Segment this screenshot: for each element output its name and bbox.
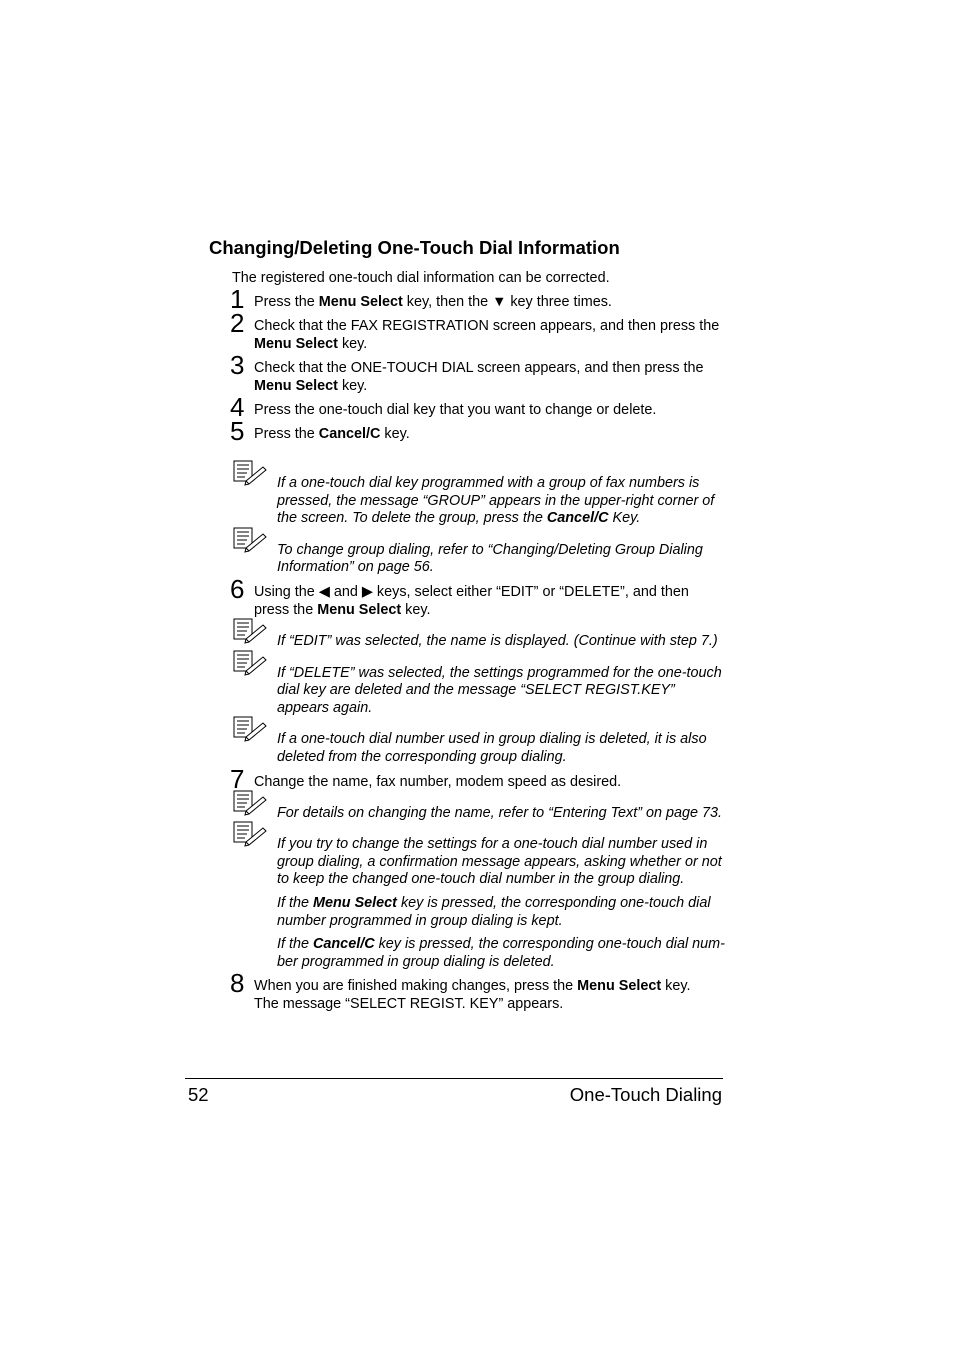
step-number: 4 [230,392,245,422]
key-name: Menu Select [313,894,397,911]
key-name: Menu Select [254,336,338,352]
key-name: Cancel/C [546,510,609,527]
key-name: Cancel/C [313,936,375,953]
key-name: Menu Select [318,294,403,310]
note-pencil-icon [233,527,267,553]
step-1: 1 Press the Menu Select key, then the ▼ key three times. [230,284,612,314]
note-3: If “EDIT” was selected, the name is displayed. (Continue with step 7.) [228,633,728,651]
note-4: If “DELETE” was selected, the settings programmed for the one-touch dial key are deleted and the message “SELECT REGIST.KEY” appears again. [228,665,728,718]
footer-section-title: One-Touch Dialing [569,1084,722,1105]
step-3: 3 Check that the ONE-TOUCH DIAL screen appears, and then press the Menu Select key. [230,350,704,394]
note-pencil-icon [233,821,267,847]
note-7: If you try to change the settings for a one-touch dial number used in group dialing, a confirmation message appears, asking whether or not to keep the changed one-touch dial number in the group dialing. If the Menu Select key is pressed, the corresponding one-touch dial number programmed in group dialing is kept. If the Cancel/C key is pressed, the corresponding one-touch dial num- ber programmed in group dialing is deleted. [228,836,728,971]
section-heading: Changing/Deleting One-Touch Dial Information [209,237,620,258]
step-number: 2 [230,308,245,338]
step-2: 2 Check that the FAX REGISTRATION screen appears, and then press the Menu Select key. [230,308,720,352]
step-5: 5 Press the Cancel/C key. [230,416,410,446]
step-4: 4 Press the one-touch dial key that you want to change or delete. [230,392,657,422]
note-pencil-icon [233,716,267,742]
step-8: 8 When you are finished making changes, press the Menu Select key. The message “SELECT REGIST. KEY” appears. [230,968,691,1013]
step-7: 7 Change the name, fax number, modem speed as desired. [230,763,622,794]
steps-content [228,284,728,1013]
key-name: Menu Select [577,978,662,995]
step-number: 5 [230,416,245,446]
note-pencil-icon [233,790,267,816]
note-pencil-icon [233,618,267,644]
note-5: If a one-touch dial number used in group dialing is deleted, it is also deleted from the corresponding group dialing. [228,731,728,766]
step-number: 7 [230,763,245,794]
key-name: Menu Select [254,378,338,394]
note-6: For details on changing the name, refer to “Entering Text” on page 73. [228,805,728,823]
step-number: 8 [230,968,245,999]
note-1: If a one-touch dial key programmed with a group of fax numbers is pressed, the message “GROUP” appears in the upper-right corner of the screen. To delete the group, press the Cancel/C Key. [228,475,728,528]
key-name: Menu Select [317,601,402,618]
note-pencil-icon [233,460,267,486]
step-6: 6 Using the ◀ and ▶ keys, select either “EDIT” or “DELETE”, and then press the Menu Select key. [230,573,689,618]
intro-text: The registered one-touch dial information can be corrected. [232,270,610,286]
step-number: 3 [230,350,245,380]
step-number: 1 [230,284,245,314]
key-name: Cancel/C [318,426,381,442]
step-number: 6 [230,573,245,604]
page-number: 52 [188,1084,209,1105]
footer-divider [185,1078,723,1079]
note-pencil-icon [233,650,267,676]
note-2: To change group dialing, refer to “Changing/Deleting Group Dialing Information” on page 56. [228,542,728,577]
